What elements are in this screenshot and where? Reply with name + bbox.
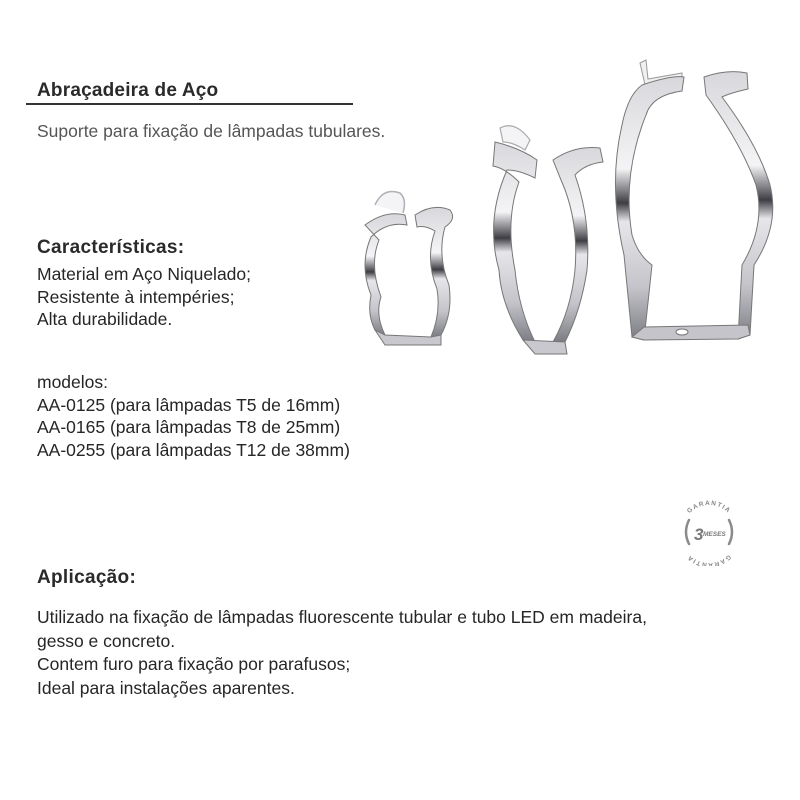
caracteristicas-list xyxy=(37,263,251,331)
models-list xyxy=(37,371,350,461)
svg-text:GARANTIA xyxy=(686,553,732,566)
aplicacao-list xyxy=(37,606,647,700)
list-item: Ideal para instalações aparentes. xyxy=(37,677,295,698)
model-item: AA-0125 (para lâmpadas T5 de 16mm) xyxy=(37,394,341,415)
model-item: AA-0255 (para lâmpadas T12 de 38mm) xyxy=(37,439,350,460)
svg-text:GARANTIA xyxy=(686,500,732,515)
badge-bottom-text: GARANTIA xyxy=(685,553,733,566)
models-heading: modelos: xyxy=(37,372,109,392)
badge-top-text: GARANTIA xyxy=(685,499,733,515)
list-item: Resistente à intempéries; xyxy=(37,286,235,307)
medium-steel-clamp-icon xyxy=(475,120,615,360)
subtitle: Suporte para fixação de lâmpadas tubulares. xyxy=(37,121,386,141)
page-title: Abraçadeira de Aço xyxy=(37,80,219,101)
product-images xyxy=(330,50,800,370)
warranty-badge xyxy=(670,498,748,566)
title-block xyxy=(26,80,353,105)
list-item: gesso e concreto. xyxy=(37,630,176,651)
heading-caracteristicas: Características: xyxy=(37,237,185,258)
title-underline xyxy=(26,103,353,105)
list-item: Material em Aço Niquelado; xyxy=(37,264,251,284)
heading-aplicacao: Aplicação: xyxy=(37,567,137,588)
warranty-seal-icon xyxy=(670,498,748,566)
list-item: Contem furo para fixação por parafusos; xyxy=(37,654,351,674)
small-steel-clamp-icon xyxy=(345,185,465,365)
badge-number: 3 xyxy=(694,525,704,544)
badge-unit: MESES xyxy=(703,531,726,538)
list-item: Alta durabilidade. xyxy=(37,309,173,329)
model-item: AA-0165 (para lâmpadas T8 de 25mm) xyxy=(37,417,341,437)
list-item: Utilizado na fixação de lâmpadas fluorescente tubular e tubo LED em madeira, xyxy=(37,607,647,627)
large-steel-clamp-icon xyxy=(602,55,792,345)
